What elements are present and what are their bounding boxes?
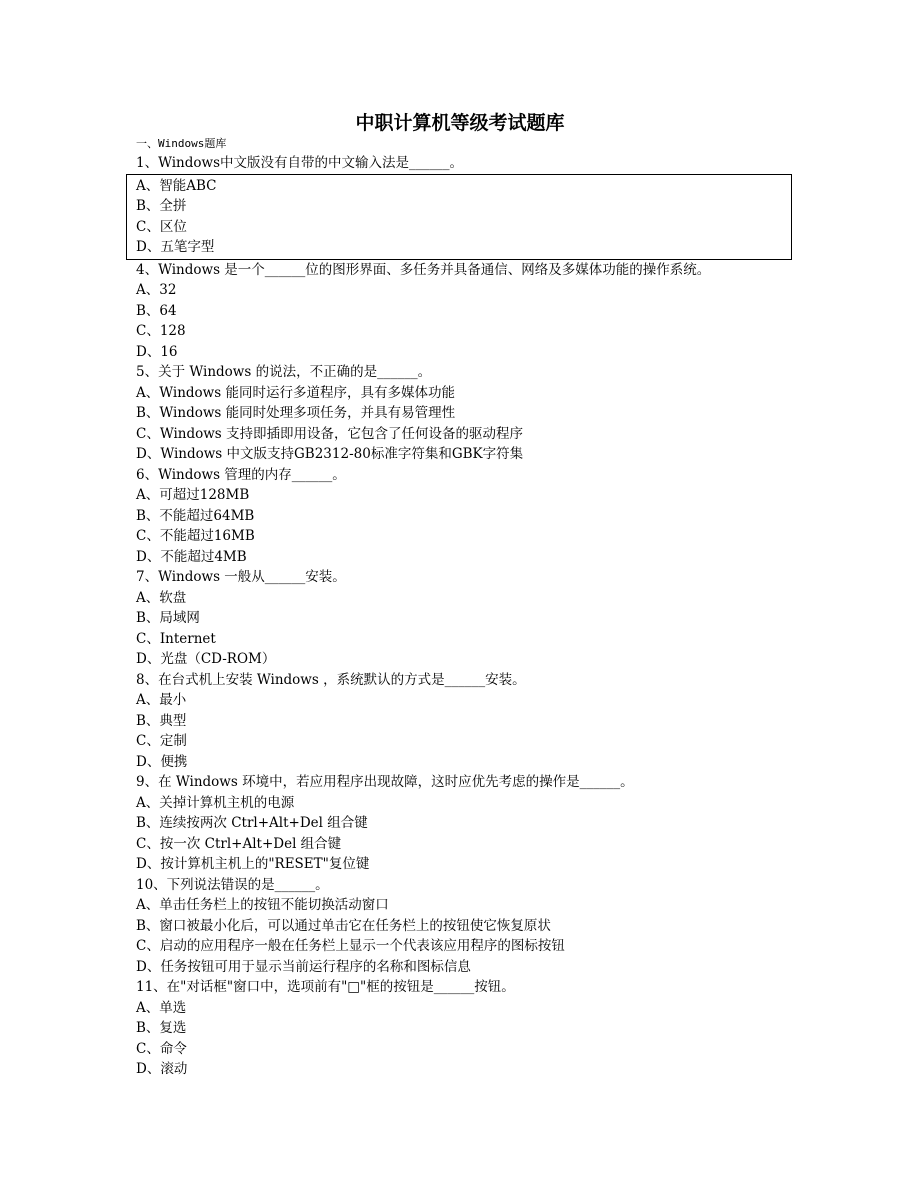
question-option: A、智能ABC bbox=[136, 177, 217, 194]
question-stem: 6、Windows 管理的内存______。 bbox=[136, 466, 346, 483]
question-option: A、最小 bbox=[136, 692, 187, 708]
question-option: A、软盘 bbox=[136, 589, 187, 606]
question-option: D、不能超过4MB bbox=[136, 548, 247, 565]
question-stem: 11、在"对话框"窗口中，选项前有"□"框的按钮是______按钮。 bbox=[136, 979, 515, 995]
page-title: 中职计算机等级考试题库 bbox=[355, 112, 565, 134]
question-option: D、Windows 中文版支持GB2312-80标准字符集和GBK字符集 bbox=[136, 446, 524, 462]
question-option: A、关掉计算机主机的电源 bbox=[136, 794, 295, 811]
question-option: B、复选 bbox=[136, 1020, 187, 1036]
question-option: A、单选 bbox=[136, 999, 187, 1016]
question-stem: 4、Windows 是一个______位的图形界面、多任务并具备通信、网络及多媒体功能的操作系统。 bbox=[136, 261, 711, 278]
question-option: B、窗口被最小化后，可以通过单击它在任务栏上的按钮使它恢复原状 bbox=[136, 917, 551, 934]
question-option: B、典型 bbox=[136, 712, 187, 729]
question-option: C、定制 bbox=[136, 733, 187, 749]
question-stem: 5、关于 Windows 的说法，不正确的是______。 bbox=[136, 364, 432, 380]
question-option: D、16 bbox=[136, 343, 178, 360]
question-option: A、单击任务栏上的按钮不能切换活动窗口 bbox=[136, 897, 389, 913]
question-option: C、区位 bbox=[136, 218, 187, 235]
question-option: B、连续按两次 Ctrl+Alt+Del 组合键 bbox=[136, 815, 368, 831]
question-list bbox=[136, 153, 856, 1080]
question-option: D、任务按钮可用于显示当前运行程序的名称和图标信息 bbox=[136, 958, 471, 975]
question-option: D、五笔字型 bbox=[136, 239, 215, 255]
question-option: B、64 bbox=[136, 302, 177, 319]
question-option: C、启动的应用程序一般在任务栏上显示一个代表该应用程序的图标按钮 bbox=[136, 938, 565, 954]
question-option: B、不能超过64MB bbox=[136, 507, 255, 524]
question-stem: 1、Windows中文版没有自带的中文输入法是______。 bbox=[136, 155, 463, 171]
question-option: B、全拼 bbox=[136, 198, 187, 214]
question-option: A、Windows 能同时运行多道程序，具有多媒体功能 bbox=[136, 384, 455, 401]
question-option: D、按计算机主机上的"RESET"复位键 bbox=[136, 856, 370, 872]
question-option: C、Internet bbox=[136, 630, 216, 647]
question-stem: 7、Windows 一般从______安装。 bbox=[136, 569, 346, 585]
question-stem: 10、下列说法错误的是______。 bbox=[136, 876, 329, 893]
question-option: C、不能超过16MB bbox=[136, 528, 255, 544]
highlighted-option-box bbox=[126, 174, 792, 260]
question-option: D、光盘（CD-ROM） bbox=[136, 651, 276, 667]
question-option: C、Windows 支持即插即用设备，它包含了任何设备的驱动程序 bbox=[136, 425, 524, 442]
question-option: C、128 bbox=[136, 323, 186, 339]
section-heading: 一、Windows题库 bbox=[136, 137, 227, 150]
question-option: B、Windows 能同时处理多项任务，并具有易管理性 bbox=[136, 405, 456, 421]
question-option: A、可超过128MB bbox=[136, 487, 250, 503]
question-option: B、局域网 bbox=[136, 610, 200, 626]
question-stem: 9、在 Windows 环境中，若应用程序出现故障，这时应优先考虑的操作是______。 bbox=[136, 774, 634, 790]
question-option: C、按一次 Ctrl+Alt+Del 组合键 bbox=[136, 835, 342, 852]
question-stem: 8、在台式机上安装 Windows ，系统默认的方式是______安装。 bbox=[136, 671, 526, 688]
question-option: D、滚动 bbox=[136, 1061, 188, 1077]
question-option: A、32 bbox=[136, 282, 177, 298]
question-option: D、便携 bbox=[136, 753, 188, 770]
question-option: C、命令 bbox=[136, 1040, 187, 1057]
